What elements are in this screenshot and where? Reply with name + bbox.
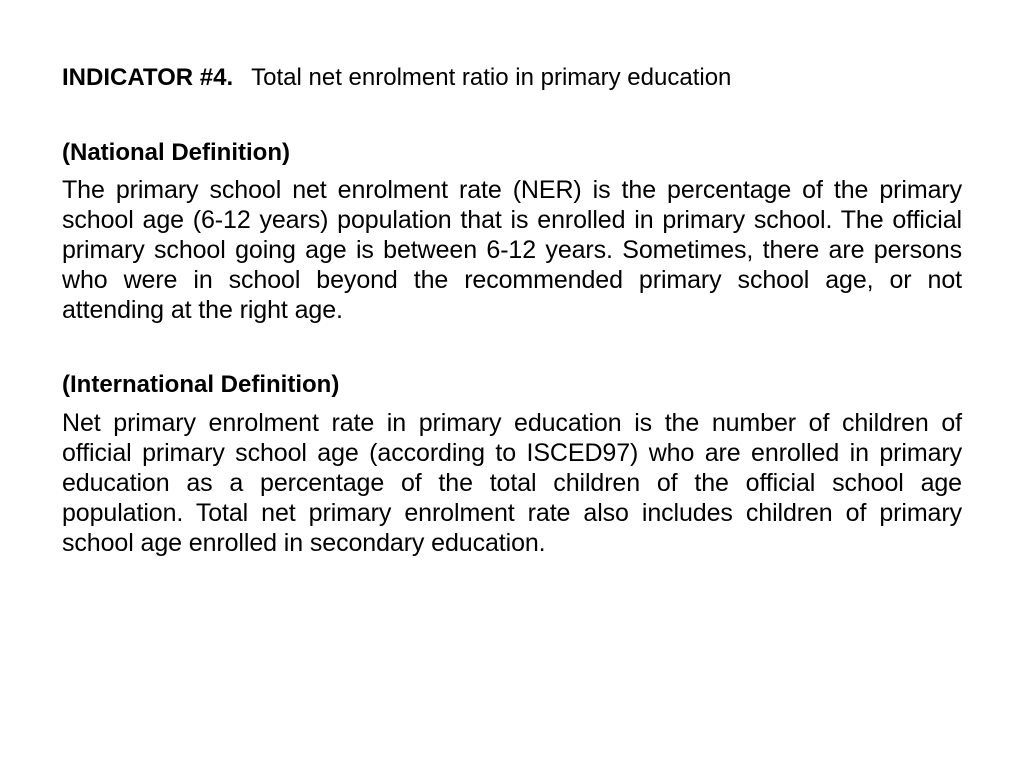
international-definition-text: Net primary enrolment rate in primary education is the number of children of official primary school age (according to ISCED97) who are enrolled in primary education as a percentage of the total children of the official school age population. Total net primary enrolment rate also includes children of primary school age enrolled in secondary education. [62,409,962,557]
indicator-title-line [62,62,962,94]
national-definition-heading: (National Definition) [62,139,290,166]
indicator-title: Total net enrolment ratio in primary education [251,64,732,91]
national-definition-text: The primary school net enrolment rate (NER) is the percentage of the primary school age (6-12 years) population that is enrolled in primary school. The official primary school going age is between 6-12 years. Sometimes, there are persons who were in school beyond the recommended primary school age, or not attending at the right age. [62,176,962,324]
indicator-label: INDICATOR #4. [62,64,234,91]
international-definition-heading: (International Definition) [62,371,340,398]
